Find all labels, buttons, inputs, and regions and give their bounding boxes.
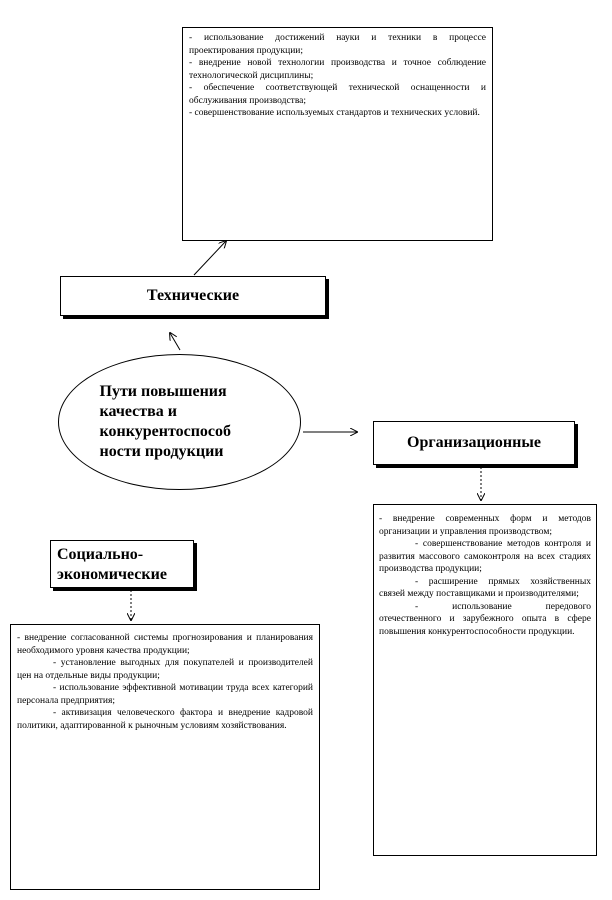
arrow-technical-to-details	[194, 241, 226, 275]
center-ellipse	[58, 354, 301, 490]
socioeconomic-item-3: - использование эффективной мотивации труда всех категорий персонала предприятия;	[17, 683, 313, 706]
socioeconomic-heading-line-1: Социально-	[57, 546, 144, 563]
center-title-line-2: качества и	[99, 403, 177, 420]
arrow-center-to-technical	[170, 333, 180, 350]
organizational-item-2: - совершенствование методов контроля и развития массового самоконтроля на всех стадиях производства продукции;	[379, 539, 591, 574]
socioeconomic-item-1: - внедрение согласованной системы прогнозирования и планирования необходимого уровня качества продукции;	[17, 633, 313, 656]
organizational-item-4: - использование передового отечественного и зарубежного опыта в сфере повышения конкурентоспособности продукции.	[379, 601, 591, 637]
organizational-heading-box	[373, 421, 575, 465]
technical-details-box	[182, 27, 493, 241]
technical-item-3: - обеспечение соответствующей технической оснащенности и обслуживания производства;	[189, 83, 486, 106]
socioeconomic-item-2: - установление выгодных для покупателей и производителей цен на отдельные виды продукции;	[17, 658, 313, 681]
organizational-item-3: - расширение прямых хозяйственных связей между поставщиками и производителями;	[379, 576, 591, 599]
technical-heading: Технические	[146, 287, 240, 304]
center-title-line-1: Пути повышения	[99, 383, 227, 400]
center-title-line-4: ности продукции	[99, 443, 224, 460]
socioeconomic-heading-box	[50, 540, 194, 588]
center-title-line-3: конкурентоспособ	[99, 423, 232, 440]
center-title	[100, 382, 260, 462]
technical-heading-box	[60, 276, 326, 316]
organizational-details-box	[373, 504, 597, 856]
technical-item-2: - внедрение новой технологии производства и точное соблюдение технологической дисциплины;	[189, 58, 486, 81]
technical-item-4: - совершенствование используемых стандартов и технических условий.	[189, 108, 480, 118]
organizational-item-1: - внедрение современных форм и методов организации и управления производством;	[379, 514, 591, 537]
technical-item-1: - использование достижений науки и техники в процессе проектирования продукции;	[189, 33, 486, 56]
organizational-heading: Организационные	[407, 434, 541, 451]
socioeconomic-details-box	[10, 624, 320, 890]
socioeconomic-heading-line-2: экономические	[57, 566, 167, 583]
socioeconomic-item-4: - активизация человеческого фактора и внедрение кадровой политики, адаптированной к рыночным условиям хозяйствования.	[17, 708, 313, 731]
